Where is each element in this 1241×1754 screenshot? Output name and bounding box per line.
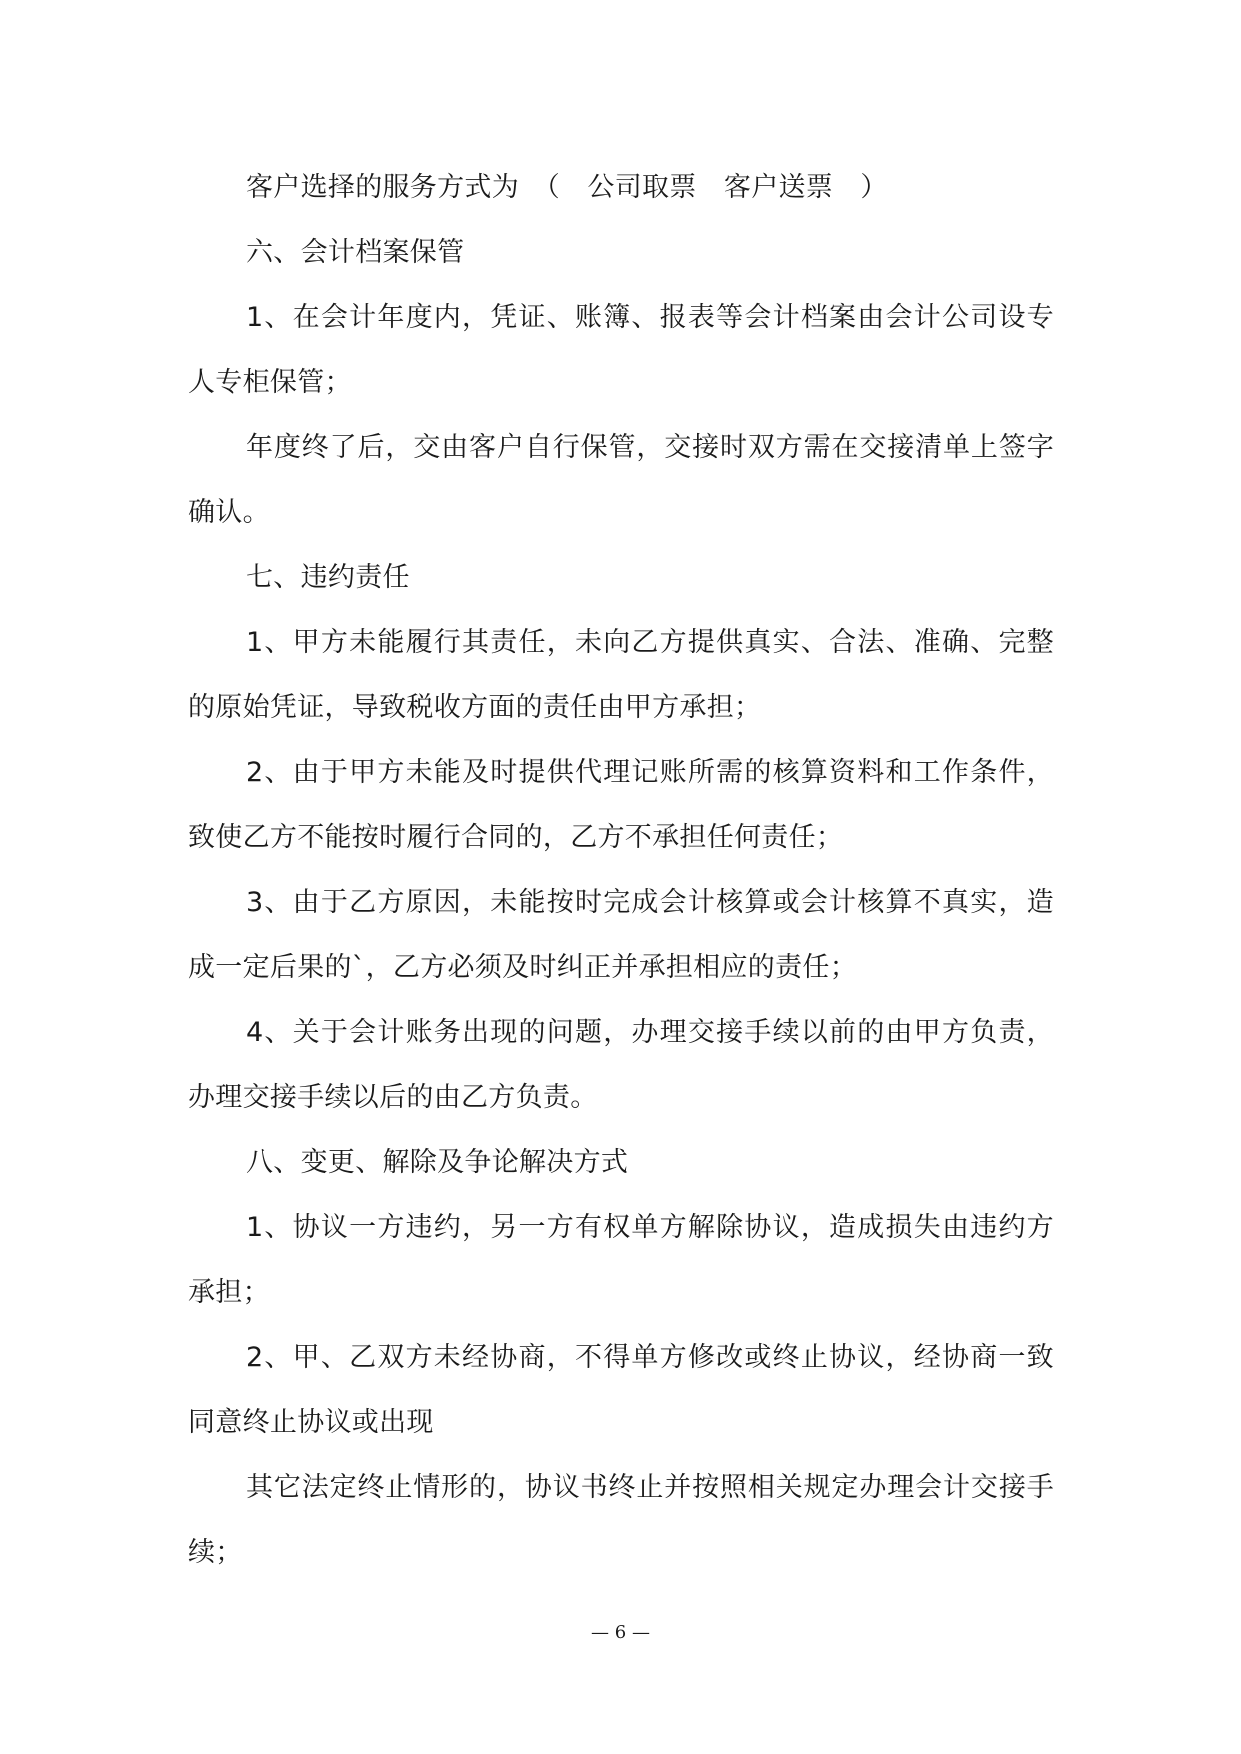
dispute-clause-3: 其它法定终止情形的，协议书终止并按照相关规定办理会计交接手续； (188, 1472, 1054, 1568)
service-method-paragraph: 客户选择的服务方式为 （ 公司取票 客户送票 ） (246, 172, 888, 203)
section-heading-dispute: 八、变更、解除及争论解决方式 (246, 1147, 629, 1178)
section-heading-archive: 六、会计档案保管 (246, 237, 465, 268)
liability-clause-2: 2、由于甲方未能及时提供代理记账所需的核算资料和工作条件，致使乙方不能按时履行合同的，乙方不承担任何责任； (188, 757, 1054, 853)
document-body (188, 155, 1054, 1585)
liability-clause-1: 1、甲方未能履行其责任，未向乙方提供真实、合法、准确、完整的原始凭证，导致税收方面的责任由甲方承担； (188, 627, 1054, 723)
liability-clause-4: 4、关于会计账务出现的问题，办理交接手续以前的由甲方负责，办理交接手续以后的由乙方负责。 (188, 1017, 1054, 1113)
dispute-clause-2: 2、甲、乙双方未经协商，不得单方修改或终止协议，经协商一致同意终止协议或出现 (188, 1342, 1054, 1438)
liability-clause-3: 3、由于乙方原因，未能按时完成会计核算或会计核算不真实，造成一定后果的`，乙方必须及时纠正并承担相应的责任； (188, 887, 1054, 983)
archive-clause-1: 1、在会计年度内，凭证、账簿、报表等会计档案由会计公司设专人专柜保管； (188, 302, 1054, 398)
dispute-clause-1: 1、协议一方违约，另一方有权单方解除协议，造成损失由违约方承担； (188, 1212, 1054, 1308)
section-heading-liability: 七、违约责任 (246, 562, 410, 593)
page-number: — 6 — (591, 1622, 650, 1643)
archive-clause-2: 年度终了后，交由客户自行保管，交接时双方需在交接清单上签字确认。 (188, 432, 1054, 528)
